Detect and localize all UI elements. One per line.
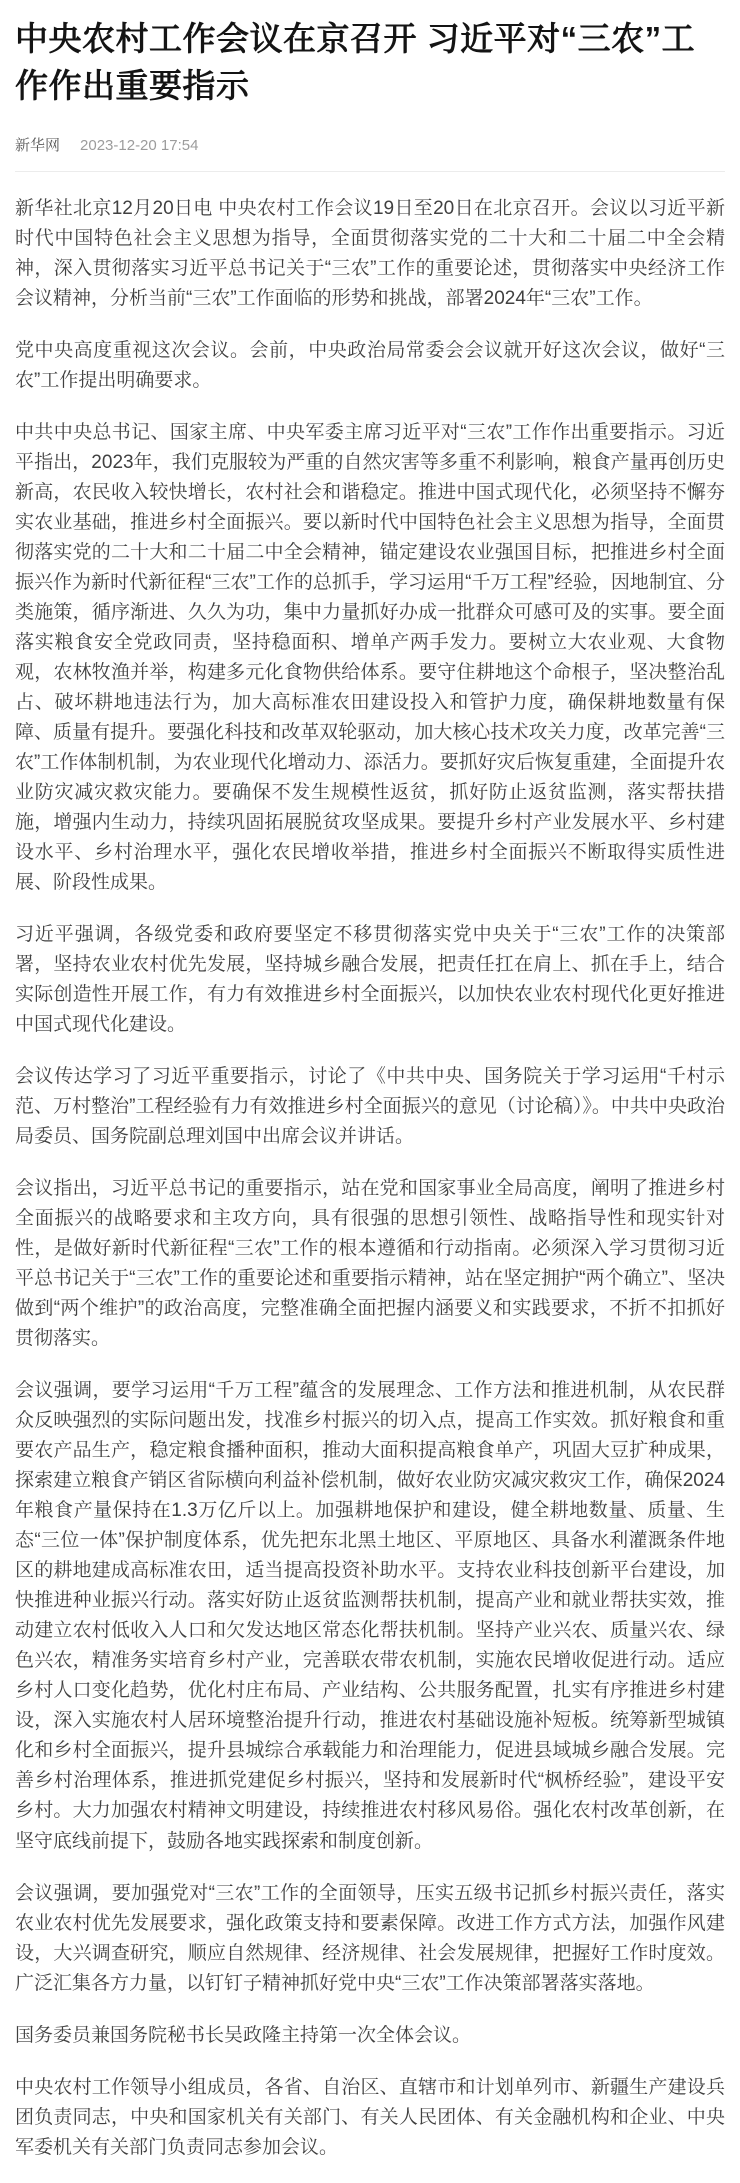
article-paragraph: 中共中央总书记、国家主席、中央军委主席习近平对“三农”工作作出重要指示。习近平指出，2023年，我们克服较为严重的自然灾害等多重不利影响，粮食产量再创历史新高，农民收入较快增长，农村社会和谐稳定。推进中国式现代化，必须坚持不懈夯实农业基础，推进乡村全面振兴。要以新时代中国特色社会主义思想为指导，全面贯彻落实党的二十大和二十届二中全会精神，锚定建设农业强国目标，把推进乡村全面振兴作为新时代新征程“三农”工作的总抓手，学习运用“千万工程”经验，因地制宜、分类施策，循序渐进、久久为功，集中力量抓好办成一批群众可感可及的实事。要全面落实粮食安全党政同责，坚持稳面积、增单产两手发力。要树立大农业观、大食物观，农林牧渔并举，构建多元化食物供给体系。要守住耕地这个命根子，坚决整治乱占、破坏耕地违法行为，加大高标准农田建设投入和管护力度，确保耕地数量有保障、质量有提升。要强化科技和改革双轮驱动，加大核心技术攻关力度，改革完善“三农”工作体制机制，为农业现代化增动力、添活力。要抓好灾后恢复重建，全面提升农业防灾减灾救灾能力。要确保不发生规模性返贫，抓好防止返贫监测，落实帮扶措施，增强内生动力，持续巩固拓展脱贫攻坚成果。要提升乡村产业发展水平、乡村建设水平、乡村治理水平，强化农民增收举措，推进乡村全面振兴不断取得实质性进展、阶段性成果。 [15,421,725,894]
article-paragraph: 会议强调，要加强党对“三农”工作的全面领导，压实五级书记抓乡村振兴责任，落实农业农村优先发展要求，强化政策支持和要素保障。改进工作方式方法，加强作风建设，大兴调查研究，顺应自然规律、经济规律、社会发展规律，把握好工作时度效。广泛汇集各方力量，以钉钉子精神抓好党中央“三农”工作决策部署落实落地。 [15,1882,725,1994]
source-name[interactable]: 新华网 [15,136,61,154]
header-divider [15,171,725,172]
article-paragraph: 国务委员兼国务院秘书长吴政隆主持第一次全体会议。 [15,2024,472,2046]
article-title: 中央农村工作会议在京召开 习近平对“三农”工作作出重要指示 [15,20,696,104]
article-paragraph: 中央农村工作领导小组成员，各省、自治区、直辖市和计划单列市、新疆生产建设兵团负责同志，中央和国家机关有关部门、有关人民团体、有关金融机构和企业、中央军委机关有关部门负责同志参加会议。 [15,2076,725,2158]
article-paragraph: 习近平强调，各级党委和政府要坚定不移贯彻落实党中央关于“三农”工作的决策部署，坚持农业农村优先发展，坚持城乡融合发展，把责任扛在肩上、抓在手上，结合实际创造性开展工作，有力有效推进乡村全面振兴，以加快农业农村现代化更好推进中国式现代化建设。 [15,924,725,1036]
article-body [15,194,725,2163]
article-paragraph: 会议指出，习近平总书记的重要指示，站在党和国家事业全局高度，阐明了推进乡村全面振兴的战略要求和主攻方向，具有很强的思想引领性、战略指导性和现实针对性，是做好新时代新征程“三农”工作的根本遵循和行动指南。必须深入学习贯彻习近平总书记关于“三农”工作的重要论述和重要指示精神，站在坚定拥护“两个确立”、坚决做到“两个维护”的政治高度，完整准确全面把握内涵要义和实践要求，不折不扣抓好贯彻落实。 [15,1178,725,1350]
publish-timestamp: 2023-12-20 17:54 [80,136,199,154]
article-paragraph: 党中央高度重视这次会议。会前，中央政治局常委会会议就开好这次会议，做好“三农”工作提出明确要求。 [15,339,725,391]
article-paragraph: 新华社北京12月20日电 中央农村工作会议19日至20日在北京召开。会议以习近平新时代中国特色社会主义思想为指导，全面贯彻落实党的二十大和二十届二中全会精神，深入贯彻落实习近平总书记关于“三农”工作的重要论述，贯彻落实中央经济工作会议精神，分析当前“三农”工作面临的形势和挑战，部署2024年“三农”工作。 [15,197,725,309]
article-paragraph: 会议传达学习了习近平重要指示，讨论了《中共中央、国务院关于学习运用“千村示范、万村整治”工程经验有力有效推进乡村全面振兴的意见（讨论稿）》。中共中央政治局委员、国务院副总理刘国中出席会议并讲话。 [15,1066,725,1148]
article-meta [15,134,725,155]
article-paragraph: 会议强调，要学习运用“千万工程”蕴含的发展理念、工作方法和推进机制，从农民群众反映强烈的实际问题出发，找准乡村振兴的切入点，提高工作实效。抓好粮食和重要农产品生产，稳定粮食播种面积，推动大面积提高粮食单产，巩固大豆扩种成果，探索建立粮食产销区省际横向利益补偿机制，做好农业防灾减灾救灾工作，确保2024年粮食产量保持在1.3万亿斤以上。加强耕地保护和建设，健全耕地数量、质量、生态“三位一体”保护制度体系，优先把东北黑土地区、平原地区、具备水利灌溉条件地区的耕地建成高标准农田，适当提高投资补助水平。支持农业科技创新平台建设，加快推进种业振兴行动。落实好防止返贫监测帮扶机制，提高产业和就业帮扶实效，推动建立农村低收入人口和欠发达地区常态化帮扶机制。坚持产业兴农、质量兴农、绿色兴农，精准务实培育乡村产业，完善联农带农机制，实施农民增收促进行动。适应乡村人口变化趋势，优化村庄布局、产业结构、公共服务配置，扎实有序推进乡村建设，深入实施农村人居环境整治提升行动，推进农村基础设施补短板。统筹新型城镇化和乡村全面振兴，提升县城综合承载能力和治理能力，促进县域城乡融合发展。完善乡村治理体系，推进抓党建促乡村振兴，坚持和发展新时代“枫桥经验”，建设平安乡村。大力加强农村精神文明建设，持续推进农村移风易俗。强化农村改革创新，在坚守底线前提下，鼓励各地实践探索和制度创新。 [15,1380,725,1852]
